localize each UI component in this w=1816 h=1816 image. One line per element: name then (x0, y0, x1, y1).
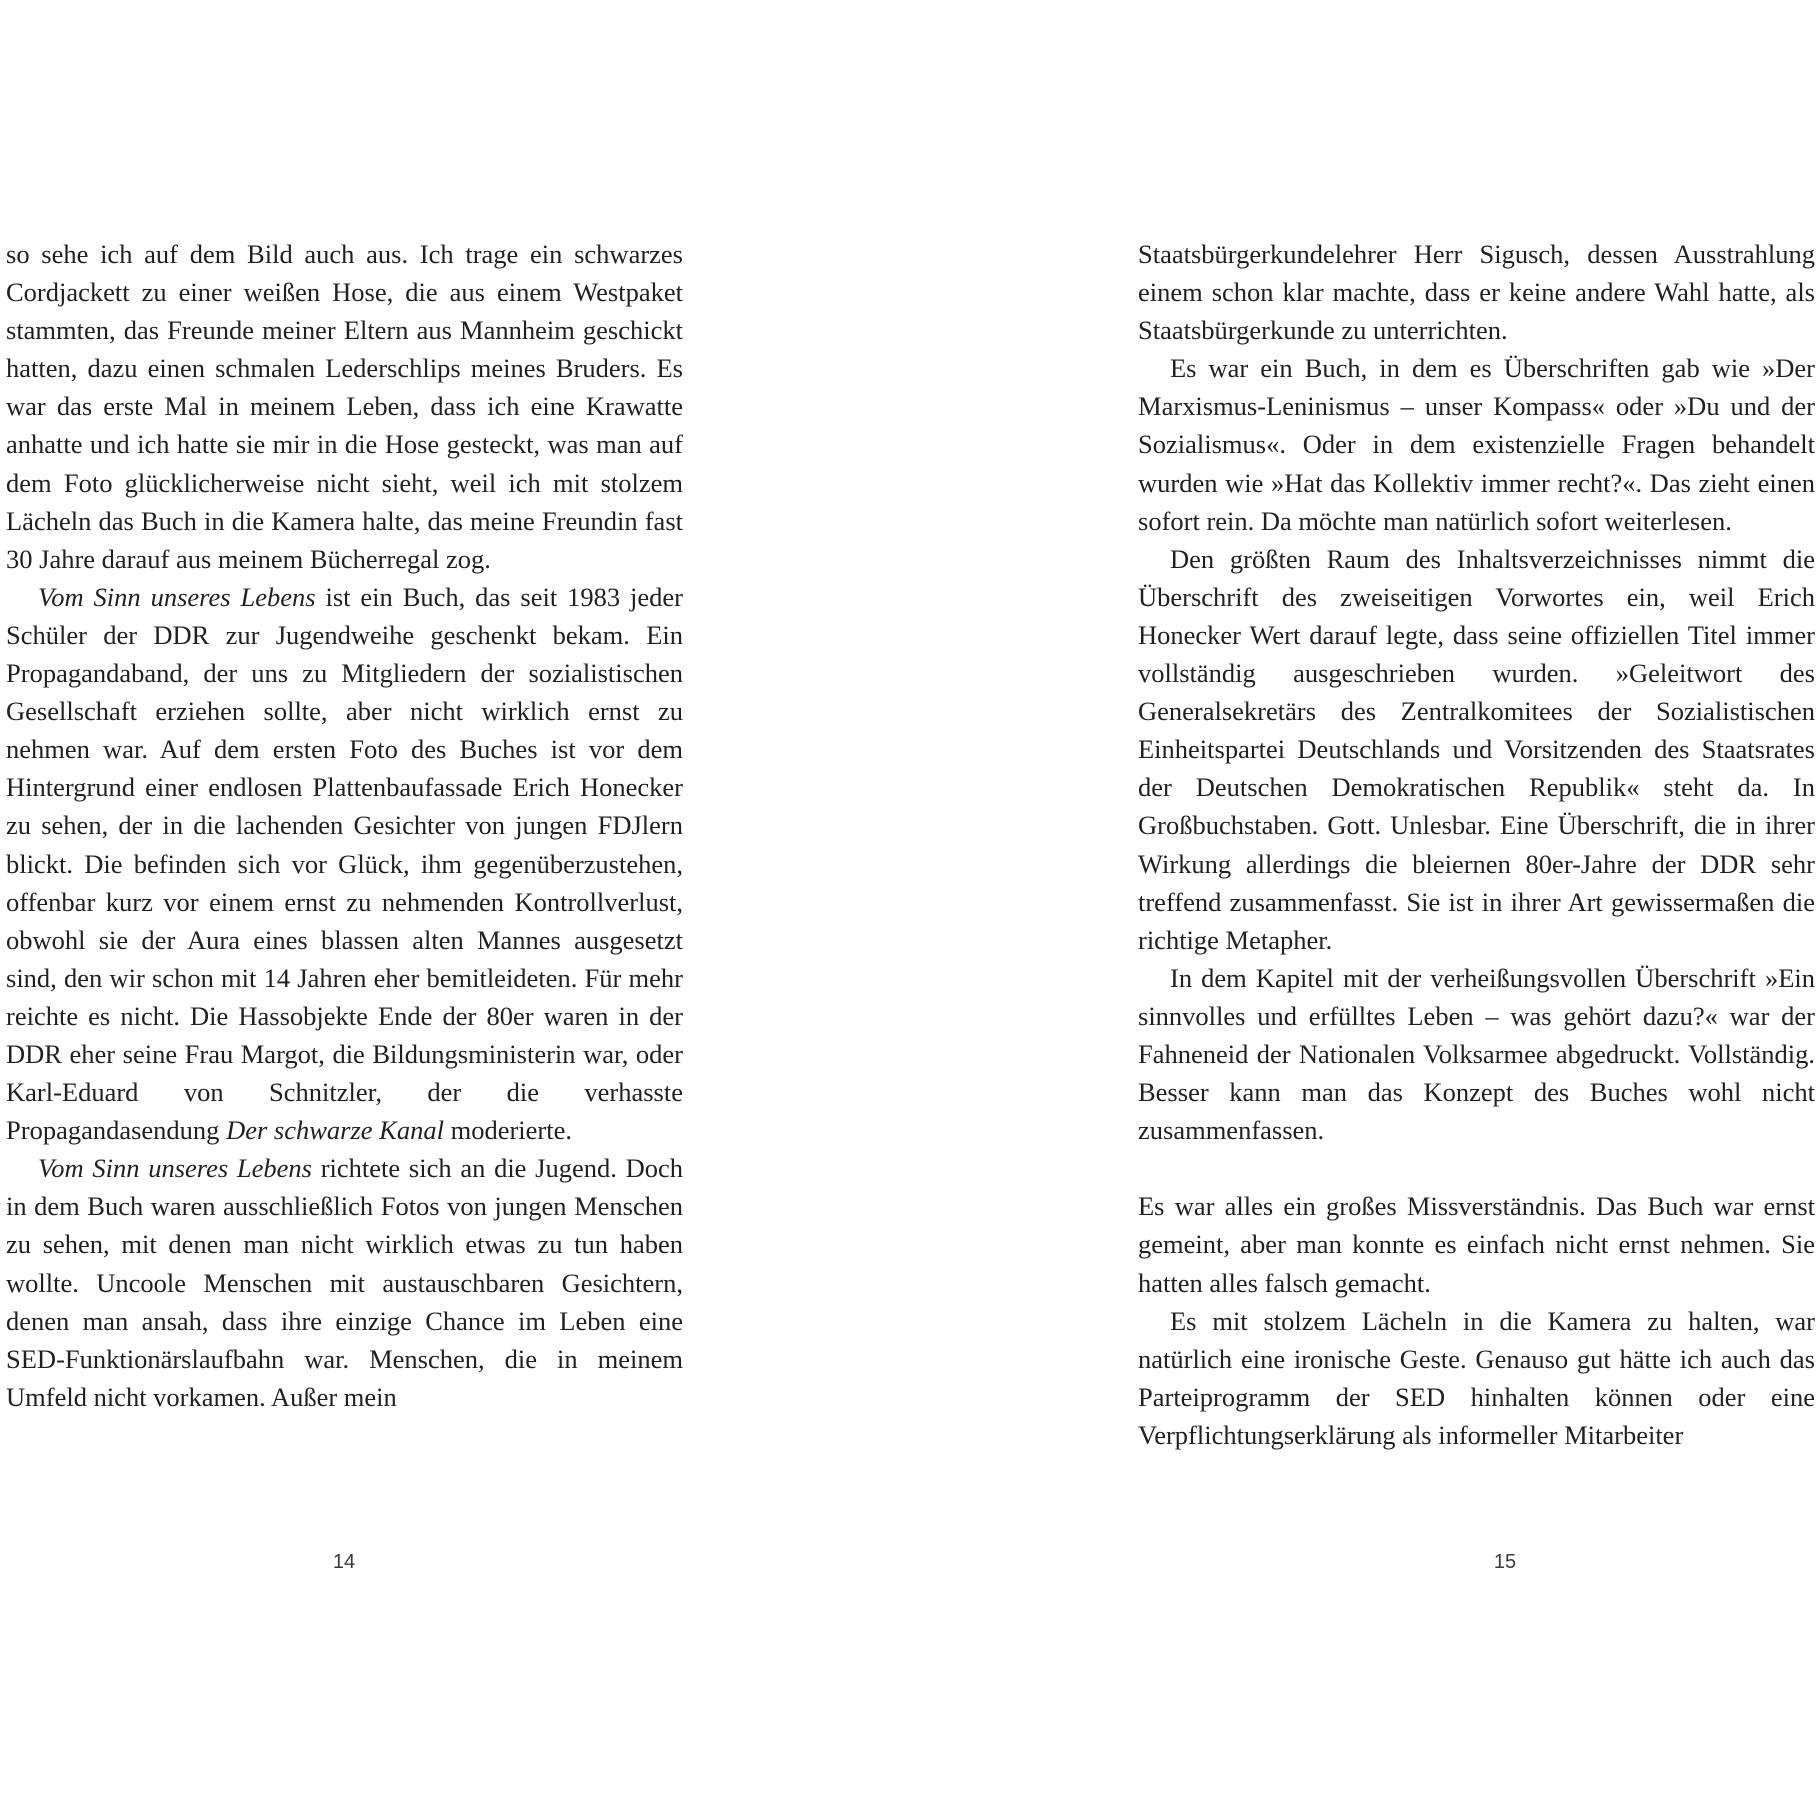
right-paragraph-5 (1138, 1187, 1815, 1301)
text-run: In dem Kapitel mit der verheißungsvollen Überschrift »Ein sinnvolles und erfülltes Leben – was gehört dazu?« war der Fahneneid der Nationalen Volksarmee abgedruckt. Vollständig. Besser kann man das Konzept des Buches wohl nicht zusammenfassen. (1138, 962, 1815, 1146)
book-title-italic: Vom Sinn unseres Lebens (38, 1153, 312, 1184)
right-paragraph-1 (1138, 235, 1815, 349)
page-number-right: 15 (1493, 1551, 1517, 1573)
text-run: Es war ein Buch, in dem es Überschriften gab wie »Der Marxismus-Leninismus – unser Kompass« oder »Du und der Sozialismus«. Oder in dem existenzielle Fragen behandelt wurden wie »Hat das Kollektiv immer recht?«. Das zieht einen sofort rein. Da möchte man natürlich sofort weiterlesen. (1138, 353, 1815, 536)
left-paragraph-3 (6, 1149, 683, 1416)
text-run: richtete sich an die Jugend. Doch in dem Buch waren ausschließlich Fotos von jungen Menschen zu sehen, mit denen man nicht wirklich etwas zu tun haben wollte. Uncoole Menschen mit austauschbaren Gesichtern, denen man ansah, dass ihre einzige Chance im Leben eine SED-Funktionärslaufbahn war. Menschen, die in meinem Umfeld nicht vorkamen. Außer mein (6, 1153, 683, 1412)
text-run: Es war alles ein großes Missverständnis. Das Buch war ernst gemeint, aber man konnte es einfach nicht ernst nehmen. Sie hatten alles falsch gemacht. (1138, 1191, 1815, 1298)
right-page-text (1138, 235, 1815, 1454)
show-title-italic: Der schwarze Kanal (226, 1115, 444, 1146)
right-paragraph-6 (1138, 1302, 1815, 1454)
text-run: so sehe ich auf dem Bild auch aus. Ich trage ein schwarzes Cordjackett zu einer weißen Hose, die aus einem Westpaket stammten, das Freunde meiner Eltern aus Mannheim geschickt hatten, dazu einen schmalen Lederschlips meines Bruders. Es war das erste Mal in meinem Leben, dass ich eine Krawatte anhatte und ich hatte sie mir in die Hose gesteckt, was man auf dem Foto glücklicherweise nicht sieht, weil ich mit stolzem Lächeln das Buch in die Kamera halte, das meine Freundin fast 30 Jahre darauf aus meinem Bücherregal zog. (6, 239, 683, 574)
text-run: Staatsbürgerkundelehrer Herr Sigusch, dessen Ausstrahlung einem schon klar machte, dass er keine andere Wahl hatte, als Staatsbürgerkunde zu unterrichten. (1138, 239, 1815, 346)
right-paragraph-3 (1138, 540, 1815, 959)
right-paragraph-4 (1138, 959, 1815, 1149)
text-run: Es mit stolzem Lächeln in die Kamera zu halten, war natürlich eine ironische Geste. Genauso gut hätte ich auch das Parteiprogramm der SED hinhalten können oder eine Verpflichtungserklärung als informeller Mitarbeiter (1138, 1305, 1815, 1450)
right-page (908, 0, 1816, 1816)
page-number-left: 14 (332, 1551, 356, 1573)
left-page-text (6, 235, 683, 1416)
left-paragraph-1 (6, 235, 683, 578)
book-title-italic: Vom Sinn unseres Lebens (38, 581, 316, 612)
left-paragraph-2 (6, 578, 683, 1149)
text-run: Den größten Raum des Inhaltsverzeichnisses nimmt die Überschrift des zweiseitigen Vorwortes ein, weil Erich Honecker Wert darauf legte, dass seine offiziellen Titel immer vollständig ausgeschrieben wurden. »Geleitwort des Generalsekretärs des Zentralkomitees der Sozialistischen Einheitspartei Deutschlands und Vorsitzenden des Staatsrates der Deutschen Demokratischen Republik« steht da. In Großbuchstaben. Gott. Unlesbar. Eine Überschrift, die in ihrer Wirkung allerdings die bleiernen 80er-Jahre der DDR sehr treffend zusammenfasst. Sie ist in ihrer Art gewissermaßen die richtige Metapher. (1138, 543, 1815, 955)
right-paragraph-2 (1138, 349, 1815, 539)
text-run: ist ein Buch, das seit 1983 jeder Schüler der DDR zur Jugendweihe geschenkt bekam. Ein Propagandaband, der uns zu Mitgliedern der sozialistischen Gesellschaft erziehen sollte, aber nicht wirklich ernst zu nehmen war. Auf dem ersten Foto des Buches ist vor dem Hintergrund einer endlosen Plattenbaufassade Erich Honecker zu sehen, der in die lachenden Gesichter von jungen FDJlern blickt. Die befinden sich vor Glück, ihm gegenüberzustehen, offenbar kurz vor einem ernst zu nehmenden Kontrollverlust, obwohl sie der Aura eines blassen alten Mannes ausgesetzt sind, den wir schon mit 14 Jahren eher bemitleideten. Für mehr reichte es nicht. Die Hassobjekte Ende der 80er waren in der DDR eher seine Frau Margot, die Bildungsministerin war, oder Karl-Eduard von Schnitzler, der die verhasste Propagandasendung (6, 581, 683, 1146)
text-run: moderierte. (443, 1115, 572, 1146)
